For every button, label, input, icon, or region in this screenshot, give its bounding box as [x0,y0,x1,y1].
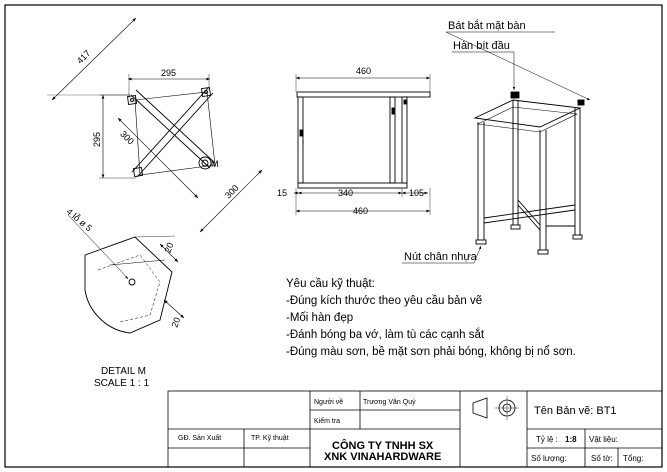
drawer-label: Người vẽ [314,399,344,406]
requirement-item: -Đúng kích thước theo yêu cầu bản vẽ [286,295,483,307]
requirement-item: -Đúng màu sơn, bề mặt sơn phải bóng, không bị nổ sơn. [286,346,576,358]
company-line2: XNK VINAHARDWARE [324,451,442,463]
sheet-border [5,5,662,467]
dim-295-depth: 295 [92,131,102,147]
tech-director: TP. Kỹ thuật [251,435,289,442]
ratio-label: Tỷ lệ : [536,435,558,444]
dim-417: 417 [74,48,93,66]
total-label: Tổng: [623,454,644,463]
company-line1: CÔNG TY TNHH SX [332,440,434,452]
requirements-heading: Yêu cầu kỹ thuật: [286,278,375,290]
dim-460-bottom: 460 [353,206,369,216]
dim-295-width: 295 [161,68,177,78]
iso-view [402,32,590,263]
requirement-item: -Mối hàn đẹp [286,312,354,324]
detail-scale: SCALE 1 : 1 [94,378,150,389]
drawing-name: Tên Bản vẽ: BT1 [534,405,617,417]
detail-dim-a: 20 [162,241,176,255]
detail-dim-b: 20 [169,315,183,329]
dim-460-top: 460 [356,66,372,76]
drawer-name: Trương Văn Quý [363,399,416,406]
detail-marker-m: M [211,159,219,169]
sheet-label: Số tờ: [591,454,613,463]
qty-label: Số lượng: [531,454,567,463]
label-foot: Nút chân nhựa [404,251,477,263]
detail-title: DETAIL M [101,366,147,377]
dim-340: 340 [338,188,354,198]
ratio-value: 1:8 [565,435,577,444]
prod-director: GĐ. Sản Xuất [178,435,222,442]
detail-m [68,215,184,333]
checker-label: Kiểm tra [314,418,341,425]
requirements-block [286,278,576,358]
dim-105: 105 [409,188,425,198]
dim-300-a: 300 [118,128,136,147]
dim-300-b: 300 [222,182,241,201]
material-label: Vật liệu: [589,435,618,444]
label-weld: Hàn bít đầu [453,40,510,52]
dim-15: 15 [277,188,288,198]
label-bracket: Bát bắt mặt bàn [448,20,526,32]
requirement-item: -Đánh bóng ba vớ, làm tù các cạnh sắt [286,329,485,341]
detail-hole-note: 4 lỗ ø 5 [64,206,94,234]
